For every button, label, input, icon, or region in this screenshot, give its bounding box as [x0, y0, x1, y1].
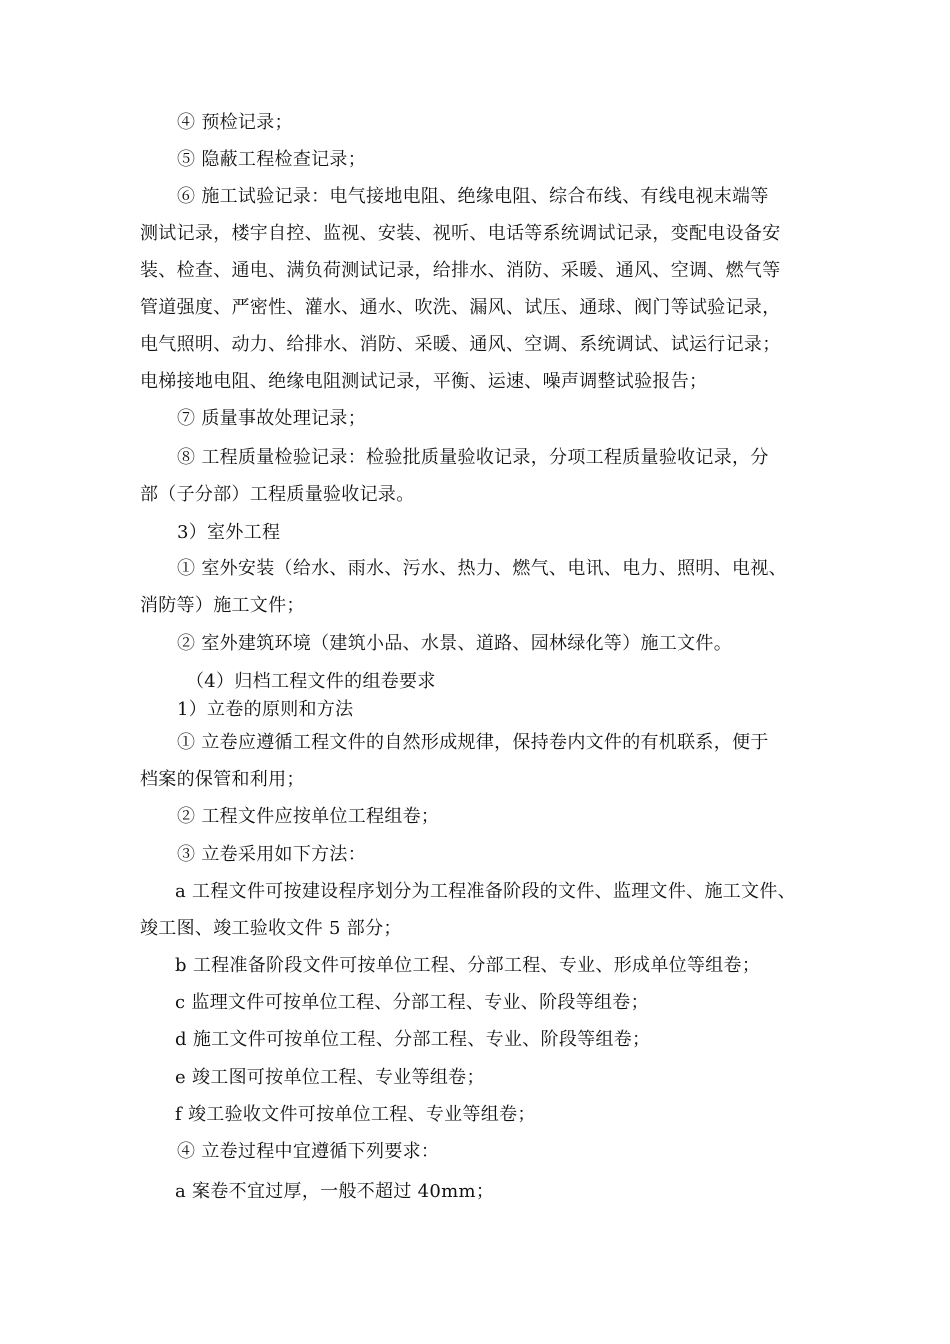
paragraph-line: ⑥ 施工试验记录：电气接地电阻、绝缘电阻、综合布线、有线电视末端等: [177, 186, 769, 207]
section-heading: 1）立卷的原则和方法: [177, 699, 354, 720]
paragraph-line: 部（子分部）工程质量验收记录。: [140, 484, 415, 505]
paragraph-line: a 案卷不宜过厚，一般不超过 40mm；: [175, 1181, 495, 1202]
paragraph-line: d 施工文件可按单位工程、分部工程、专业、阶段等组卷；: [175, 1029, 651, 1050]
paragraph-line: a 工程文件可按建设程序划分为工程准备阶段的文件、监理文件、施工文件、: [175, 881, 796, 902]
paragraph-line: ① 立卷应遵循工程文件的自然形成规律，保持卷内文件的有机联系，便于: [177, 732, 769, 753]
paragraph-line: ④ 立卷过程中宜遵循下列要求：: [177, 1141, 440, 1162]
paragraph-line: 消防等）施工文件；: [140, 595, 305, 616]
paragraph-line: 管道强度、严密性、灌水、通水、吹洗、漏风、试压、通球、阀门等试验记录，: [140, 297, 781, 318]
paragraph-line: 电气照明、动力、给排水、消防、采暖、通风、空调、系统调试、试运行记录；: [140, 334, 781, 355]
paragraph-line: b 工程准备阶段文件可按单位工程、分部工程、专业、形成单位等组卷；: [175, 955, 761, 976]
paragraph-line: ② 工程文件应按单位工程组卷；: [177, 806, 440, 827]
paragraph-line: ⑦ 质量事故处理记录；: [177, 408, 367, 429]
paragraph-line: ④ 预检记录；: [177, 112, 293, 133]
paragraph-line: ⑤ 隐蔽工程检查记录；: [177, 149, 367, 170]
paragraph-line: 测试记录，楼宇自控、监视、安装、视听、电话等系统调试记录，变配电设备安: [140, 223, 781, 244]
paragraph-line: 装、检查、通电、满负荷测试记录，给排水、消防、采暖、通风、空调、燃气等: [140, 260, 781, 281]
paragraph-line: 档案的保管和利用；: [140, 769, 305, 790]
paragraph-line: e 竣工图可按单位工程、专业等组卷；: [175, 1067, 485, 1088]
paragraph-line: c 监理文件可按单位工程、分部工程、专业、阶段等组卷；: [175, 992, 649, 1013]
section-heading: （4）归档工程文件的组卷要求: [186, 671, 436, 692]
paragraph-line: ③ 立卷采用如下方法：: [177, 844, 367, 865]
paragraph-line: ② 室外建筑环境（建筑小品、水景、道路、园林绿化等）施工文件。: [177, 633, 733, 654]
paragraph-line: 竣工图、竣工验收文件 5 部分；: [140, 918, 402, 939]
section-heading: 3）室外工程: [177, 522, 281, 543]
paragraph-line: ⑧ 工程质量检验记录：检验批质量验收记录，分项工程质量验收记录，分: [177, 447, 769, 468]
paragraph-line: f 竣工验收文件可按单位工程、专业等组卷；: [175, 1104, 536, 1125]
paragraph-line: 电梯接地电阻、绝缘电阻测试记录，平衡、运速、噪声调整试验报告；: [140, 371, 708, 392]
paragraph-line: ① 室外安装（给水、雨水、污水、热力、燃气、电讯、电力、照明、电视、: [177, 558, 787, 579]
